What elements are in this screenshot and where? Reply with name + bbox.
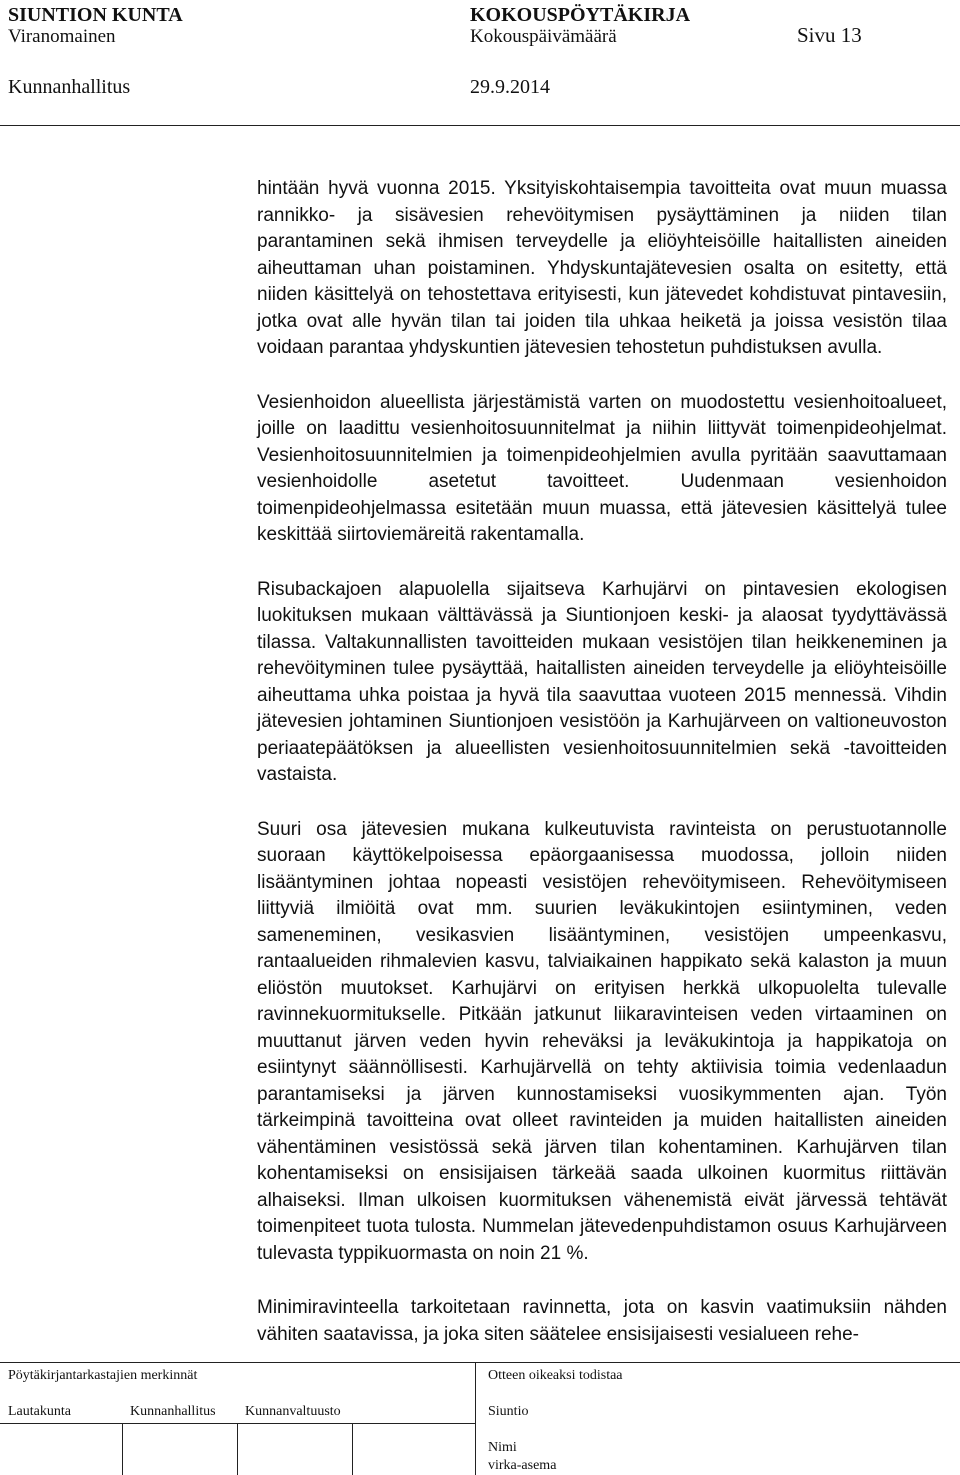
paragraph: Risubackajoen alapuolella sijaitseva Karhujärvi on pintavesien ekologisen luokituksen mukaan välttävässä ja Siuntionjoen keski- ja alaosat tyydyttävässä tilassa. Valtakunnallisten tavoitteiden mukaan vesistöjen tilan heikkeneminen ja rehevöityminen tulee pysäyttää, haitallisten aineiden terveydelle ja eliöyhteisöille aiheuttama uhka poistaa ja hyvä tila saavuttaa vuoteen 2015 mennessä. Vihdin jätevesien johtaminen Siuntionjoen vesistöön ja Karhujärveen on valtioneuvoston periaatepäätöksen ja alueellisten vesienhoitosuunnitelmien sekä -tavoitteiden vastaista. bbox=[257, 578, 947, 785]
paragraph: Suuri osa jätevesien mukana kulkeutuvista ravinteista on perustuotannolle suoraan käyttökelpoisessa epäorgaanisessa muodossa, jolloin niiden lisääntyminen johtaa nopeasti vesistöjen rehevöitymiseen. Rehevöitymiseen liittyviä ilmiöitä ovat mm. suurien leväkukintojen esiintyminen, veden sameneminen, vesikasvien lisääntyminen, vesistöjen umpeenkasvu, rantaalueiden rihmalevien kasvu, talviaikainen happikato sekä kalaston ja muun eliöstön muutokset. Karhujärvi on erityisen herkkä ulkopuolelta tulevalle ravinnekuormitukselle. Pitkään jatkunut liikaravinteisen veden virtaaminen on muuttanut järven veden hyvin reheväksi ja leväkukintoja ja happikatoja on esiintynyt säännöllisesti. Karhujärvellä on tehty aktiivisia toimia vedenlaadun parantamiseksi ja järven kunnostamiseksi vuosikymmenten ajan. Työn tärkeimpinä tavoitteina ovat olleet ravinteiden ja muiden haitallisten aineiden vähentäminen vesistössä sekä järven tilan kohentaminen. Karhujärven tilan kohentamiseksi on ensisijaisen tärkeää saada ulkoinen kuormitus riittävän alhaiseksi. Ilman ulkoisen kuormituksen vähenemistä eivät järvessä tehtävät toimenpiteet tuota tulosta. Nummelan jätevedenpuhdistamon osuus Karhujärveen tulevasta typpikuormasta on noin 21 %. bbox=[257, 818, 947, 1264]
authority-value: Kunnanhallitus bbox=[8, 76, 131, 98]
document-body bbox=[257, 176, 947, 1348]
footer-stamp-divider-3 bbox=[352, 1423, 353, 1475]
board-label: Lautakunta bbox=[8, 1404, 71, 1419]
page-number: Sivu 13 bbox=[797, 23, 862, 47]
footer-stamp-divider-1 bbox=[122, 1423, 123, 1475]
meeting-date-label: Kokouspäivämäärä bbox=[470, 26, 617, 47]
position-label: virka-asema bbox=[488, 1458, 557, 1473]
executive-board-label: Kunnanhallitus bbox=[130, 1404, 216, 1419]
footer-column-divider bbox=[475, 1362, 476, 1475]
footer-stamp-divider-2 bbox=[237, 1423, 238, 1475]
place-label: Siuntio bbox=[488, 1404, 529, 1419]
authority-label: Viranomainen bbox=[8, 26, 116, 47]
name-label: Nimi bbox=[488, 1440, 517, 1455]
meeting-date-value: 29.9.2014 bbox=[470, 76, 550, 98]
paragraph: Vesienhoidon alueellista järjestämistä varten on muodostettu vesienhoitoalueet, joille on laadittu vesienhoitosuunnitelmat ja niihin liittyvät toimenpideohjelmat. Vesienhoitosuunnitelmien ja toimenpideohjelmien avulla pyritään saavuttamaan vesienhoidolle asetetut tavoitteet. Uudenmaan vesienhoidon toimenpideohjelmassa esitetään muun muassa, että jätevesien käsittelyä tulee keskittää siirtoviemäreitä rakentamalla. bbox=[257, 391, 947, 545]
paragraph: Minimiravinteella tarkoitetaan ravinnetta, jota on kasvin vaatimuksiin nähden vähiten saatavissa, ja joka siten säätelee ensisijaisesti vesialueen rehe- bbox=[257, 1297, 947, 1345]
council-label: Kunnanvaltuusto bbox=[245, 1404, 341, 1419]
municipality-name: SIUNTION KUNTA bbox=[8, 4, 183, 26]
footer-top-rule bbox=[0, 1362, 960, 1363]
header-divider bbox=[0, 125, 960, 126]
paragraph: hintään hyvä vuonna 2015. Yksityiskohtaisempia tavoitteita ovat muun muassa rannikko- ja sisävesien rehevöitymisen pysäyttäminen ja niiden tilan parantaminen sekä ihmisen terveydelle ja eliöyhteisöille haitallisten aineiden aiheuttaman uhan poistaminen. Yhdyskuntajätevesien osalta on esitetty, että niiden käsittelyä on tehostettava erityisesti, kun jätevedet kohdistuvat pintavesiin, jotka ovat alle hyvän tilan tai joiden tila uhkaa heiketä ja joissa vesistön tilaa voidaan parantaa yhdyskuntien jätevesien tehostetun puhdistuksen avulla. bbox=[257, 178, 947, 358]
certified-copy-label: Otteen oikeaksi todistaa bbox=[488, 1368, 623, 1383]
document-type: KOKOUSPÖYTÄKIRJA bbox=[470, 4, 691, 26]
reviewer-marks-label: Pöytäkirjantarkastajien merkinnät bbox=[8, 1368, 198, 1383]
